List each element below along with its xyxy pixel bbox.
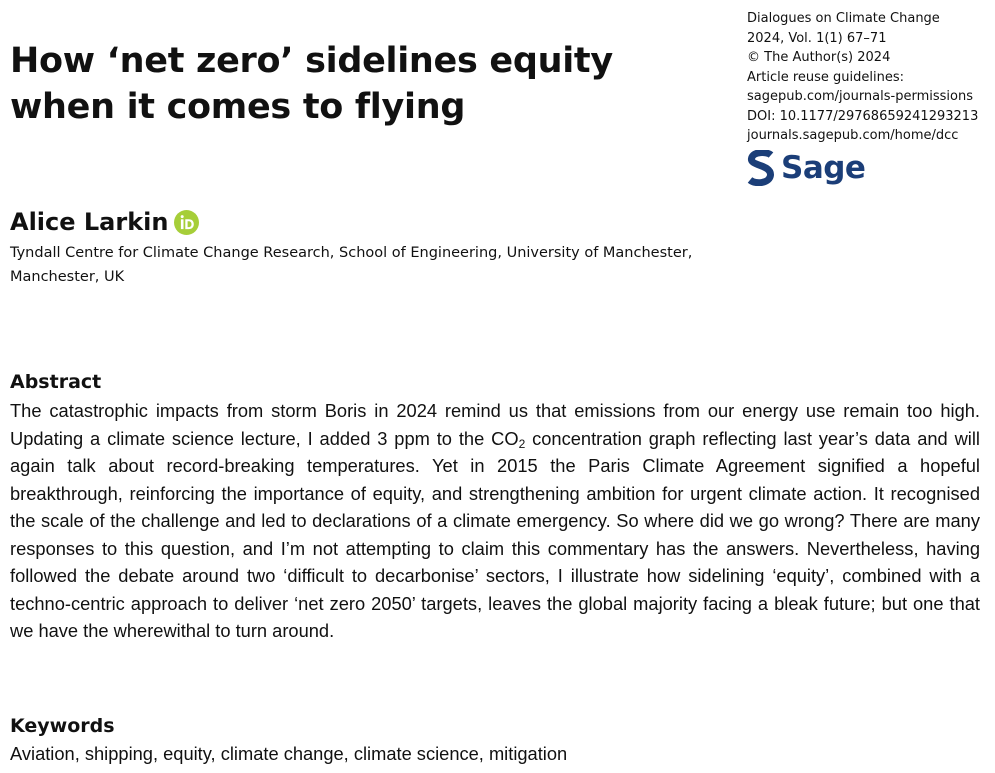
orcid-icon[interactable] (174, 210, 199, 235)
article-title (10, 38, 650, 130)
co2-base: CO (491, 427, 519, 449)
affiliation-line-2: Manchester, UK (10, 269, 125, 285)
author-row (10, 205, 199, 239)
journal-copyright: © The Author(s) 2024 (747, 50, 891, 65)
journal-homepage-link[interactable]: journals.sagepub.com/home/dcc (747, 128, 959, 143)
journal-name: Dialogues on Climate Change (747, 11, 940, 26)
co2-formula (491, 428, 525, 449)
sage-logo[interactable] (747, 149, 865, 187)
author-affiliation (10, 241, 730, 289)
doi-link[interactable]: DOI: 10.1177/29768659241293213 (747, 108, 979, 124)
abstract-text-part-2: concentration graph reflecting last year’s data and will again talk about record-breaking temperatures. Yet in 2015 the Paris Climate Agreement signified a hopeful breakthrough, reinforcing the importance of equity, and strengthening ambition for urgent climate action. It recognised the scale of the challenge and led to declarations of a climate emergency. So where did we go wrong? There are many responses to this question, and I’m not attempting to claim this commentary has the answers. Nevertheless, having followed the debate around two ‘difficult to decarbonise’ sectors, I illustrate how sidelining ‘equity’, combined with a techno-centric approach to deliver ‘net zero 2050’ targets, leaves the global majority facing a bleak future; but one that we have the wherewithal to turn around. (10, 427, 980, 641)
author-name: Alice Larkin (10, 208, 169, 236)
journal-info (747, 9, 987, 146)
abstract-text (10, 397, 980, 645)
article-title-line-2: when it comes to flying (10, 87, 466, 127)
permissions-link[interactable]: sagepub.com/journals-permissions (747, 89, 973, 104)
sage-s-mark-icon (747, 150, 775, 186)
affiliation-line-1: Tyndall Centre for Climate Change Research, School of Engineering, University of Manchester, (10, 245, 693, 261)
co2-subscript: 2 (518, 436, 526, 451)
article-title-line-1: How ‘net zero’ sidelines equity (10, 41, 613, 81)
abstract-heading: Abstract (10, 371, 102, 393)
reuse-guidelines-label: Article reuse guidelines: (747, 69, 905, 85)
sage-wordmark: Sage (781, 150, 866, 186)
abstract-text-part-1: The catastrophic impacts from storm Boris in 2024 remind us that emissions from our energy use remain too high. Updating a climate science lecture, I added 3 ppm to the (10, 400, 980, 449)
journal-volume: 2024, Vol. 1(1) 67–71 (747, 30, 887, 46)
keywords-heading: Keywords (10, 715, 115, 737)
keywords-list: Aviation, shipping, equity, climate change, climate science, mitigation (10, 743, 568, 764)
